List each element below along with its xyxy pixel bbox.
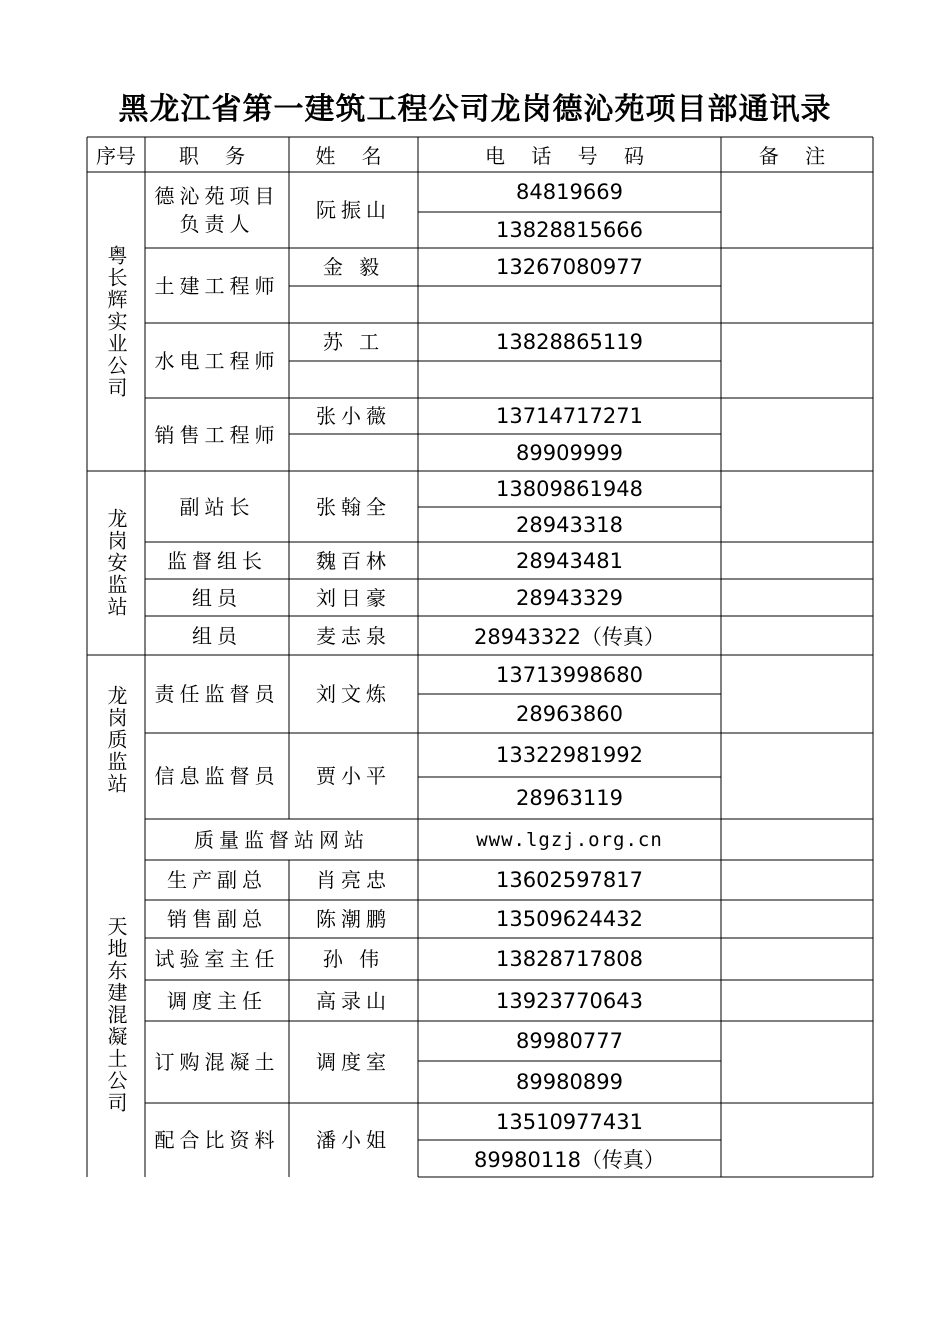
page-title: 黑龙江省第一建筑工程公司龙岗德沁苑项目部通讯录 — [118, 92, 832, 127]
website-link[interactable]: www.lgzj.org.cn — [476, 828, 663, 851]
role-cell: 销售工程师 — [154, 422, 280, 447]
org-label: 天地东建混凝土公司 — [104, 916, 128, 1114]
role-cell: 订购混凝土 — [154, 1050, 280, 1074]
phone-cell: 28943481 — [516, 548, 623, 573]
org-anjianzhan — [87, 471, 145, 655]
name-cell: 肖亮忠 — [316, 868, 391, 892]
phone-cell: 13510977431 — [496, 1109, 643, 1134]
header-remark: 备 注 — [758, 144, 836, 168]
phone-cell: 13602597817 — [496, 868, 643, 892]
role-cell: 组员 — [192, 585, 242, 610]
org-tiandidong — [87, 880, 145, 1150]
phone-cell: 28943318 — [516, 512, 623, 537]
name-cell: 高录山 — [316, 988, 391, 1013]
phone-cell: 13923770643 — [496, 988, 643, 1013]
phone-cell: 13828717808 — [496, 947, 643, 971]
role-cell: 试验室主任 — [154, 947, 280, 971]
phone-cell: 28943329 — [516, 585, 623, 610]
role-cell: 配合比资料 — [154, 1128, 280, 1152]
role-cell: 调度主任 — [167, 988, 267, 1013]
phone-cell: 13714717271 — [496, 404, 643, 428]
name-cell: 阮振山 — [316, 198, 391, 222]
name-cell: 调度室 — [316, 1050, 391, 1074]
phone-cell: 89909999 — [516, 440, 623, 465]
phone-cell: 84819669 — [516, 180, 623, 204]
phone-cell: 28963119 — [516, 786, 623, 810]
phone-cell: 89980118（传真） — [474, 1147, 665, 1172]
phone-cell: 28943322（传真） — [474, 624, 665, 649]
role-cell: 责任监督员 — [154, 682, 280, 706]
role-cell: 监督组长 — [167, 548, 267, 573]
phone-cell: 13267080977 — [496, 255, 643, 279]
org-yuechanghui — [87, 172, 145, 471]
name-cell: 刘文炼 — [316, 682, 391, 706]
name-cell: 金 毅 — [322, 255, 385, 279]
header-name: 姓 名 — [315, 144, 392, 168]
org-label: 龙岗安监站 — [104, 508, 128, 618]
phone-cell: 89980777 — [516, 1029, 623, 1053]
phone-cell: 28963860 — [516, 701, 623, 726]
role-cell: 生产副总 — [167, 868, 267, 892]
org-zhijianzhan — [87, 655, 145, 825]
name-cell: 魏百林 — [316, 548, 391, 573]
header-role: 职 务 — [178, 144, 256, 168]
role-cell: 质量监督站网站 — [194, 827, 369, 852]
name-cell: 张小薇 — [316, 404, 391, 428]
name-cell: 苏 工 — [322, 330, 385, 354]
role-cell: 土建工程师 — [154, 273, 280, 298]
phone-cell: 13828865119 — [496, 330, 643, 354]
name-cell: 贾小平 — [316, 764, 391, 788]
name-cell: 张翰全 — [316, 494, 391, 519]
name-cell: 麦志泉 — [316, 623, 391, 648]
phone-cell: 13322981992 — [496, 743, 643, 767]
role-cell: 水电工程师 — [154, 348, 280, 373]
name-cell: 孙 伟 — [322, 947, 385, 971]
role-cell: 组员 — [192, 623, 242, 648]
role-cell: 信息监督员 — [154, 764, 280, 788]
name-cell: 刘日豪 — [316, 585, 391, 610]
role-cell: 副站长 — [179, 494, 255, 519]
phone-cell: 89980899 — [516, 1070, 623, 1094]
name-cell: 陈潮鹏 — [316, 907, 391, 931]
org-label: 龙岗质监站 — [104, 685, 128, 795]
phone-cell: 13713998680 — [496, 662, 643, 687]
phone-cell: 13809861948 — [496, 477, 643, 501]
role-cell: 德沁苑项目负责人 — [154, 184, 280, 236]
org-label: 粤长辉实业公司 — [104, 244, 128, 399]
role-cell: 销售副总 — [167, 907, 267, 931]
header-seq: 序号 — [96, 144, 136, 168]
name-cell: 潘小姐 — [316, 1128, 391, 1152]
header-phone: 电 话 号 码 — [484, 144, 655, 168]
phone-cell: 13828815666 — [496, 218, 643, 242]
phone-cell: 13509624432 — [496, 907, 643, 931]
